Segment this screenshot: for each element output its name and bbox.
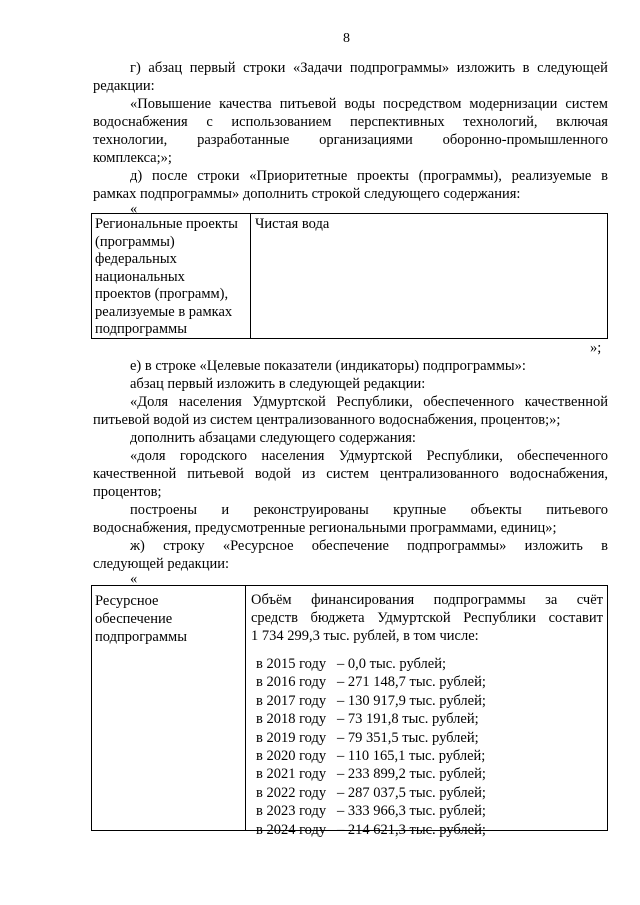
item-e-line-6 [130, 448, 608, 465]
item-e-line-2: абзац первый изложить в следующей редакции: [130, 376, 426, 392]
word: систем [565, 96, 608, 112]
word: из [301, 466, 316, 482]
table-cell-line: реализуемые в рамках [95, 303, 233, 320]
funding-year-row: в 2024 году – 214 621,3 тыс. рублей; [256, 821, 486, 838]
word: подпрограммы [433, 592, 526, 608]
word: технологии, [93, 132, 168, 148]
word: составит [548, 610, 603, 626]
resources-line-3: 1 734 299,3 тыс. рублей, в том числе: [251, 628, 479, 644]
word: «Задачи [293, 60, 343, 76]
word: качества [219, 96, 272, 112]
word: использованием [231, 114, 332, 130]
table-cell-line: национальных [95, 268, 185, 285]
word: Объём [251, 592, 292, 608]
word: «Приоритетные [249, 168, 348, 184]
word: водой [254, 466, 291, 482]
word: д) [130, 168, 143, 184]
word: систем [326, 466, 369, 482]
word: изложить [456, 60, 516, 76]
table-cell-line: обеспечение [95, 611, 173, 627]
word: обеспечение [311, 538, 389, 554]
word: воды [344, 96, 376, 112]
word: организациями [319, 132, 413, 148]
word: объекты [470, 502, 522, 518]
word: включая [556, 114, 608, 130]
word: после [151, 168, 188, 184]
item-g-line-5 [93, 132, 608, 149]
word: изложить [524, 538, 583, 554]
item-e-line-10: водоснабжения, предусмотренные региональными программами, единиц»; [93, 520, 557, 536]
word: перспективных [350, 114, 445, 130]
projects-table-left-cell [91, 213, 251, 339]
word: Республики, [336, 394, 413, 410]
word: Республики, [426, 448, 503, 464]
page-number: 8 [343, 31, 350, 46]
word: водоснабжения [93, 114, 188, 130]
close-quote-1: »; [590, 340, 602, 356]
word: питьевой [279, 96, 337, 112]
item-d-line-2: рамках подпрограммы» дополнить строкой следующего содержания: [93, 186, 521, 202]
word: питьевой [187, 466, 244, 482]
word: строки [197, 168, 240, 184]
word: реконструированы [253, 502, 369, 518]
word: обеспеченного [423, 394, 515, 410]
word: посредством [383, 96, 462, 112]
table-cell-line: Региональные проекты [95, 216, 238, 232]
item-g-line-6: комплекса;»; [93, 150, 172, 166]
word: проекты [357, 168, 409, 184]
item-e-line-1: е) в строке «Целевые показатели (индикаторы) подпрограммы»: [130, 358, 526, 374]
word: строку [163, 538, 205, 554]
word: и [221, 502, 230, 518]
word: централизованного [379, 466, 499, 482]
item-zh-line-1 [130, 538, 608, 555]
word: Удмуртской [338, 448, 413, 464]
item-e-line-9 [130, 502, 608, 519]
word: следующей [537, 60, 608, 76]
resources-line-1 [251, 592, 603, 609]
word: с [206, 114, 213, 130]
word: Республики [463, 610, 536, 626]
resources-line-2 [251, 610, 603, 627]
item-g-line-1 [130, 60, 608, 77]
funding-year-row: в 2016 году – 271 148,7 тыс. рублей; [256, 674, 486, 691]
word: обеспеченного [517, 448, 608, 464]
word: за [545, 592, 558, 608]
table-cell-line: проектов (программ), [95, 286, 229, 302]
resources-table-left-cell [91, 585, 246, 831]
word: построены [130, 502, 197, 518]
word: водоснабжения, [509, 466, 608, 482]
word: «Повышение [130, 96, 212, 112]
open-quote-2: « [130, 571, 138, 587]
word: Удмуртской [252, 394, 326, 410]
word: г) [130, 60, 141, 76]
word: «Ресурсное [222, 538, 294, 554]
word: Удмуртской [377, 610, 451, 626]
word: технологий, [463, 114, 538, 130]
word: крупные [393, 502, 447, 518]
word: в [601, 538, 608, 554]
item-zh-line-2: следующей редакции: [93, 556, 230, 572]
word: качественной [93, 466, 177, 482]
funding-year-row: в 2022 году – 287 037,5 тыс. рублей; [256, 784, 486, 801]
funding-year-row: в 2015 году – 0,0 тыс. рублей; [256, 656, 447, 672]
item-e-line-4: питьевой водой из систем централизованного водоснабжения, процентов;»; [93, 412, 561, 428]
item-e-line-8: процентов; [93, 484, 162, 500]
word: городского [179, 448, 248, 464]
item-d-line-1 [130, 168, 608, 185]
word: подпрограммы» [349, 60, 450, 76]
word: абзац [148, 60, 183, 76]
word: в [522, 60, 530, 76]
funding-year-row: в 2020 году – 110 165,1 тыс. рублей; [256, 748, 486, 764]
word: реализуемые [511, 168, 592, 184]
funding-year-row: в 2023 году – 333 966,3 тыс. рублей; [256, 803, 486, 820]
table-cell-line: федеральных [95, 251, 177, 267]
word: счёт [576, 592, 603, 608]
word: финансирования [311, 592, 415, 608]
item-g-line-3 [130, 96, 608, 113]
open-quote-1: « [130, 201, 138, 217]
item-g-line-4 [93, 114, 608, 131]
funding-year-row: в 2017 году – 130 917,9 тыс. рублей; [256, 692, 486, 709]
word: питьевого [546, 502, 608, 518]
word: качественной [524, 394, 608, 410]
resources-table-left-text [92, 586, 245, 652]
table-cell-line: (программы) [95, 233, 175, 250]
funding-year-row: в 2018 году – 73 191,8 тыс. рублей; [256, 711, 479, 728]
word: в [601, 168, 608, 184]
projects-table-left-text [92, 214, 250, 341]
projects-table-value: Чистая вода [255, 216, 330, 232]
word: подпрограммы» [407, 538, 507, 554]
word: (программы), [418, 168, 502, 184]
funding-year-row: в 2021 году – 233 899,2 тыс. рублей; [256, 766, 486, 783]
word: населения [261, 448, 325, 464]
word: строки [243, 60, 286, 76]
item-g-line-2: редакции: [93, 78, 155, 94]
word: оборонно-промышленного [442, 132, 608, 148]
word: «Доля [130, 394, 169, 410]
projects-table-right-cell [250, 213, 608, 339]
word: ж) [130, 538, 145, 554]
word: «доля [130, 448, 166, 464]
word: первый [189, 60, 236, 76]
word: средств [251, 610, 298, 626]
item-e-line-3 [130, 394, 608, 411]
word: разработанные [197, 132, 290, 148]
word: населения [178, 394, 242, 410]
item-e-line-7 [93, 466, 608, 483]
word: бюджета [310, 610, 365, 626]
word: модернизации [469, 96, 558, 112]
item-e-line-5: дополнить абзацами следующего содержания: [130, 430, 416, 446]
funding-year-row: в 2019 году – 79 351,5 тыс. рублей; [256, 729, 479, 746]
table-cell-line: Ресурсное [95, 593, 159, 609]
table-cell-line: подпрограммы [95, 629, 187, 645]
table-cell-line: подпрограммы [95, 321, 187, 337]
